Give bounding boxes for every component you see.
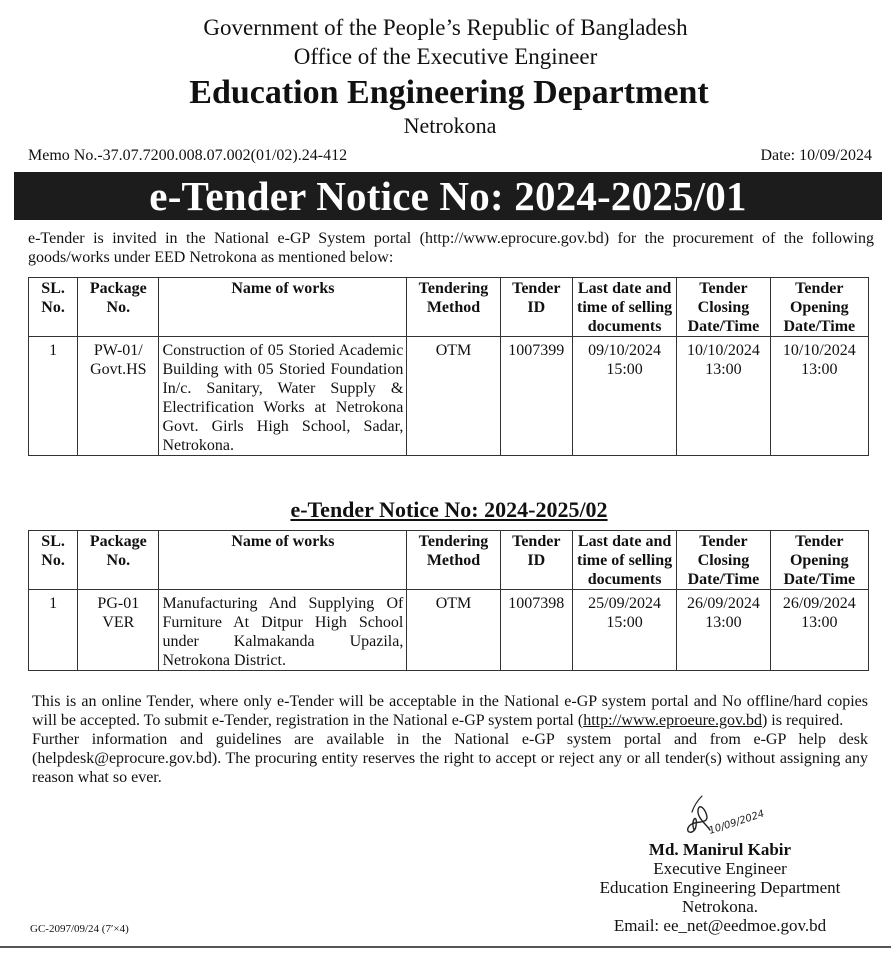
eprocure-link[interactable]: http://www.eproeure.gov.bd [583, 712, 762, 729]
signatory-department: Education Engineering Department [599, 878, 841, 897]
signature-date [708, 809, 766, 837]
footer-paragraph-online [32, 692, 868, 730]
header-sl: SL. No. [29, 278, 78, 337]
header-opening: Tender Opening Date/Time [770, 278, 868, 337]
cell-method: OTM [407, 590, 500, 671]
header-closing: Tender Closing Date/Time [677, 531, 770, 590]
handwritten-signature [676, 790, 776, 840]
header-closing: Tender Closing Date/Time [677, 278, 770, 337]
cell-opening: 10/10/2024 13:00 [770, 337, 868, 456]
header-package: Package No. [78, 531, 159, 590]
table-header-row [29, 278, 869, 337]
cell-works: Manufacturing And Supplying Of Furniture At Ditpur High School under Kalmakanda Upazila, Netrokona District. [159, 590, 407, 671]
cell-package: PG-01 VER [78, 590, 159, 671]
header-government-line: Government of the People’s Republic of Bangladesh [203, 15, 688, 40]
memo-number: Memo No.-37.07.7200.008.07.002(01/02).24-412 [28, 147, 348, 164]
signatory-block [560, 840, 880, 935]
gc-code: GC-2097/09/24 (7′×4) [30, 923, 129, 935]
header-package: Package No. [78, 278, 159, 337]
signatory-city: Netrokona. [681, 897, 758, 916]
cell-works: Construction of 05 Storied Academic Building with 05 Storied Foundation In/c. Sanitary, Water Supply & Electrification Works at Netrokona Govt. Girls High School, Sadar, Netrokona. [159, 337, 407, 456]
cell-method: OTM [407, 337, 500, 456]
table-row [29, 590, 869, 671]
svg-text:10/09/2024: 10/09/2024 [707, 808, 766, 837]
cell-opening: 26/09/2024 13:00 [770, 590, 868, 671]
cell-tender-id: 1007399 [500, 337, 572, 456]
signatory-title: Executive Engineer [653, 859, 787, 878]
memo-date: Date: 10/09/2024 [760, 147, 872, 164]
header-office-line: Office of the Executive Engineer [293, 44, 598, 69]
header-tender-id: Tender ID [500, 278, 572, 337]
signatory-email: Email: ee_net@eedmoe.gov.bd [613, 916, 827, 935]
footer-paragraph-info: Further information and guidelines are available in the National e-GP system portal and from e-GP help desk (helpdesk@eprocure.gov.bd). The procuring entity reserves the right to accept or reject any or all tender(s) without assigning any reason what so ever. [32, 731, 868, 786]
header-city: Netrokona [403, 113, 497, 138]
cell-sl: 1 [29, 590, 78, 671]
cell-closing: 10/10/2024 13:00 [677, 337, 770, 456]
cell-last-date: 25/09/2024 15:00 [572, 590, 676, 671]
footer-notes [32, 692, 868, 787]
intro-paragraph: e-Tender is invited in the National e-GP System portal (http://www.eprocure.gov.bd) for the procurement of the following goods/works under EED Netrokona as mentioned below: [28, 230, 874, 266]
memo-row [28, 146, 872, 166]
tender-notice-banner: e-Tender Notice No: 2024-2025/01 [14, 172, 882, 220]
header-last-date: Last date and time of selling documents [572, 531, 676, 590]
header-department: Education Engineering Department [189, 74, 709, 111]
header-works: Name of works [159, 278, 407, 337]
cell-closing: 26/09/2024 13:00 [677, 590, 770, 671]
tender-notice-subtitle: e-Tender Notice No: 2024-2025/02 [290, 497, 608, 522]
header-last-date: Last date and time of selling documents [572, 278, 676, 337]
header-method: Tendering Method [407, 531, 500, 590]
tender-table-2 [28, 530, 869, 671]
header-sl: SL. No. [29, 531, 78, 590]
table-row [29, 337, 869, 456]
signatory-name: Md. Manirul Kabir [648, 840, 792, 859]
cell-package: PW-01/ Govt.HS [78, 337, 159, 456]
cell-last-date: 09/10/2024 15:00 [572, 337, 676, 456]
header-tender-id: Tender ID [500, 531, 572, 590]
footer-paragraph-online-end: ) is required. [761, 712, 844, 729]
bottom-divider [0, 946, 891, 948]
header-method: Tendering Method [407, 278, 500, 337]
tender-table-1 [28, 277, 869, 456]
cell-tender-id: 1007398 [500, 590, 572, 671]
cell-sl: 1 [29, 337, 78, 456]
header-opening: Tender Opening Date/Time [770, 531, 868, 590]
header-works: Name of works [159, 531, 407, 590]
footer-paragraph-online-start: This is an online Tender, where only e-Tender will be acceptable in the National e-GP system portal and No offline/hard copies will be accepted. To submit e-Tender, registration in the National e-GP system portal ( [32, 693, 868, 729]
table-header-row [29, 531, 869, 590]
